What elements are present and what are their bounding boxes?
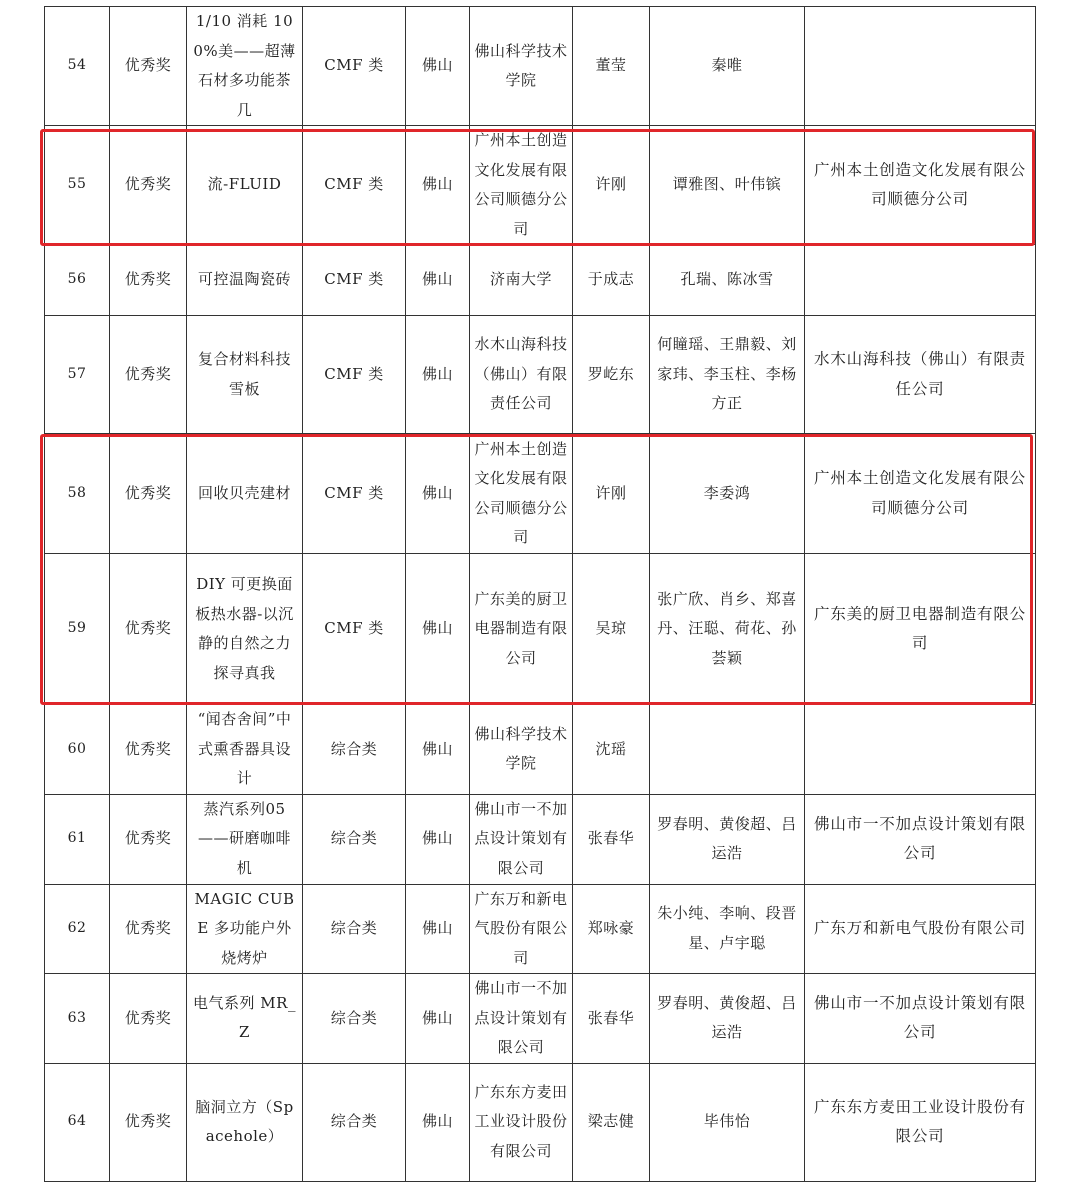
table-row [45, 705, 1036, 795]
cell-work-title: DIY 可更换面板热水器-以沉静的自然之力探寻真我 [187, 554, 303, 705]
cell-entry-unit: 佛山市一不加点设计策划有限公司 [470, 974, 573, 1064]
cell-entry-unit: 广东美的厨卫电器制造有限公司 [470, 554, 573, 705]
cell-company [805, 245, 1036, 316]
cell-leader: 梁志健 [573, 1063, 650, 1181]
cell-team-members: 李委鸿 [650, 434, 805, 554]
cell-team-members: 罗春明、黄俊超、吕运浩 [650, 794, 805, 884]
table-row [45, 554, 1036, 705]
table-body [45, 7, 1036, 1182]
cell-award: 优秀奖 [110, 316, 187, 434]
cell-team-members: 孔瑞、陈冰雪 [650, 245, 805, 316]
cell-entry-unit: 广东万和新电气股份有限公司 [470, 884, 573, 974]
cell-leader: 许刚 [573, 126, 650, 245]
cell-entry-unit: 水木山海科技（佛山）有限责任公司 [470, 316, 573, 434]
cell-work-title: 脑洞立方（Spacehole） [187, 1063, 303, 1181]
cell-number: 56 [45, 245, 110, 316]
cell-company: 水木山海科技（佛山）有限责任公司 [805, 316, 1036, 434]
cell-entry-unit: 广州本土创造文化发展有限公司顺德分公司 [470, 126, 573, 245]
cell-team-members: 罗春明、黄俊超、吕运浩 [650, 974, 805, 1064]
cell-work-title: 流-FLUID [187, 126, 303, 245]
cell-award: 优秀奖 [110, 7, 187, 126]
cell-category: 综合类 [303, 1063, 406, 1181]
cell-number: 54 [45, 7, 110, 126]
table-row [45, 974, 1036, 1064]
cell-entry-unit: 广州本土创造文化发展有限公司顺德分公司 [470, 434, 573, 554]
cell-category: CMF 类 [303, 245, 406, 316]
cell-city: 佛山 [406, 126, 470, 245]
cell-award: 优秀奖 [110, 794, 187, 884]
cell-award: 优秀奖 [110, 126, 187, 245]
cell-work-title: 复合材料科技雪板 [187, 316, 303, 434]
cell-company: 广州本土创造文化发展有限公司顺德分公司 [805, 126, 1036, 245]
cell-category: 综合类 [303, 705, 406, 795]
cell-team-members [650, 705, 805, 795]
cell-award: 优秀奖 [110, 705, 187, 795]
cell-work-title: MAGIC CUBE 多功能户外烧烤炉 [187, 884, 303, 974]
cell-award: 优秀奖 [110, 974, 187, 1064]
cell-number: 55 [45, 126, 110, 245]
table-row [45, 126, 1036, 245]
cell-work-title: 蒸汽系列05——研磨咖啡机 [187, 794, 303, 884]
cell-work-title: 电气系列 MR_Z [187, 974, 303, 1064]
cell-leader: 董莹 [573, 7, 650, 126]
cell-category: 综合类 [303, 884, 406, 974]
table-row [45, 316, 1036, 434]
cell-category: 综合类 [303, 974, 406, 1064]
cell-category: CMF 类 [303, 126, 406, 245]
cell-team-members: 毕伟怡 [650, 1063, 805, 1181]
cell-entry-unit: 广东东方麦田工业设计股份有限公司 [470, 1063, 573, 1181]
cell-team-members: 何瞳瑶、王鼎毅、刘家玮、李玉柱、李杨方正 [650, 316, 805, 434]
cell-team-members: 张广欣、肖乡、郑喜丹、汪聪、荷花、孙荟颖 [650, 554, 805, 705]
cell-award: 优秀奖 [110, 1063, 187, 1181]
cell-work-title: “闻杏舍间”中式熏香器具设计 [187, 705, 303, 795]
table-row [45, 1063, 1036, 1181]
cell-city: 佛山 [406, 794, 470, 884]
cell-team-members: 秦唯 [650, 7, 805, 126]
cell-leader: 罗屹东 [573, 316, 650, 434]
cell-city: 佛山 [406, 7, 470, 126]
cell-company: 广州本土创造文化发展有限公司顺德分公司 [805, 434, 1036, 554]
cell-work-title: 回收贝壳建材 [187, 434, 303, 554]
cell-work-title: 1/10 消耗 100%美——超薄石材多功能茶几 [187, 7, 303, 126]
cell-city: 佛山 [406, 316, 470, 434]
cell-number: 63 [45, 974, 110, 1064]
cell-company [805, 705, 1036, 795]
cell-number: 60 [45, 705, 110, 795]
cell-work-title: 可控温陶瓷砖 [187, 245, 303, 316]
cell-entry-unit: 济南大学 [470, 245, 573, 316]
cell-company: 佛山市一不加点设计策划有限公司 [805, 974, 1036, 1064]
cell-leader: 许刚 [573, 434, 650, 554]
cell-city: 佛山 [406, 884, 470, 974]
table-row [45, 884, 1036, 974]
cell-leader: 张春华 [573, 974, 650, 1064]
cell-city: 佛山 [406, 434, 470, 554]
cell-company: 广东东方麦田工业设计股份有限公司 [805, 1063, 1036, 1181]
cell-award: 优秀奖 [110, 245, 187, 316]
award-table [44, 6, 1036, 1182]
cell-number: 62 [45, 884, 110, 974]
cell-award: 优秀奖 [110, 554, 187, 705]
cell-number: 64 [45, 1063, 110, 1181]
cell-entry-unit: 佛山科学技术学院 [470, 7, 573, 126]
cell-leader: 郑咏豪 [573, 884, 650, 974]
cell-company: 广东美的厨卫电器制造有限公司 [805, 554, 1036, 705]
cell-entry-unit: 佛山市一不加点设计策划有限公司 [470, 794, 573, 884]
cell-category: CMF 类 [303, 434, 406, 554]
cell-award: 优秀奖 [110, 434, 187, 554]
cell-leader: 沈瑶 [573, 705, 650, 795]
table-row [45, 434, 1036, 554]
cell-number: 59 [45, 554, 110, 705]
cell-entry-unit: 佛山科学技术学院 [470, 705, 573, 795]
cell-leader: 吴琼 [573, 554, 650, 705]
cell-leader: 于成志 [573, 245, 650, 316]
cell-company [805, 7, 1036, 126]
table-row [45, 794, 1036, 884]
cell-award: 优秀奖 [110, 884, 187, 974]
cell-team-members: 谭雅图、叶伟镔 [650, 126, 805, 245]
cell-city: 佛山 [406, 554, 470, 705]
table-row [45, 245, 1036, 316]
cell-city: 佛山 [406, 245, 470, 316]
cell-city: 佛山 [406, 974, 470, 1064]
cell-company: 广东万和新电气股份有限公司 [805, 884, 1036, 974]
cell-category: CMF 类 [303, 7, 406, 126]
cell-city: 佛山 [406, 1063, 470, 1181]
cell-number: 57 [45, 316, 110, 434]
cell-category: 综合类 [303, 794, 406, 884]
cell-category: CMF 类 [303, 316, 406, 434]
cell-number: 61 [45, 794, 110, 884]
cell-team-members: 朱小纯、李响、段晋星、卢宇聪 [650, 884, 805, 974]
table-row [45, 7, 1036, 126]
cell-company: 佛山市一不加点设计策划有限公司 [805, 794, 1036, 884]
cell-number: 58 [45, 434, 110, 554]
cell-category: CMF 类 [303, 554, 406, 705]
cell-leader: 张春华 [573, 794, 650, 884]
cell-city: 佛山 [406, 705, 470, 795]
